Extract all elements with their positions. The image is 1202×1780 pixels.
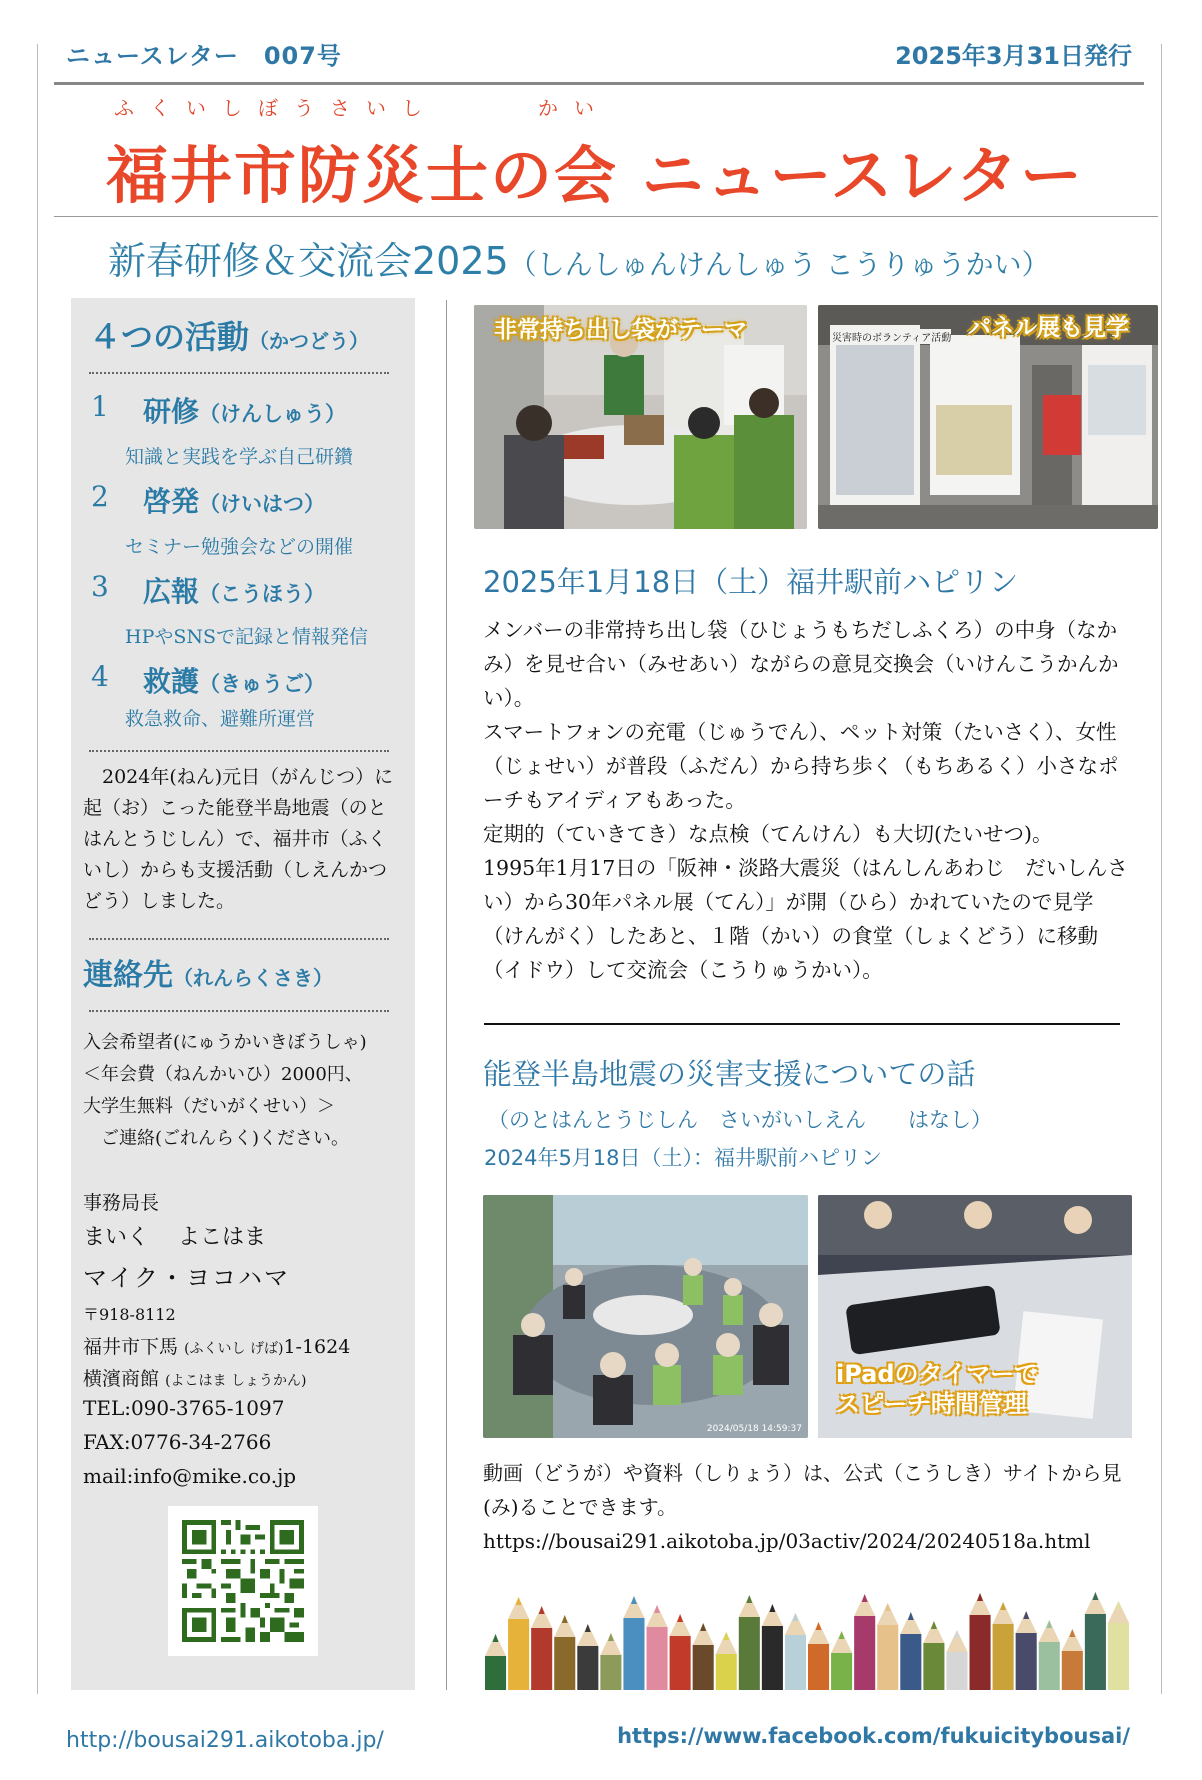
pencil-icon [877, 1603, 898, 1690]
address-number: 1-1624 [283, 1336, 351, 1358]
title-rule [54, 216, 1158, 217]
activity-description: セミナー勉強会などの開催 [125, 536, 354, 558]
fax-number: FAX:0776-34-2766 [83, 1430, 272, 1454]
contact-title [83, 950, 333, 994]
facebook-link[interactable]: https://www.facebook.com/fukuicitybousai/ [617, 1724, 1130, 1748]
join-line: ＜年会費（ねんかいひ）2000円、 [83, 1064, 363, 1085]
photo-caption-line: iPadのタイマーで [836, 1360, 1039, 1388]
newsletter-title: 福井市防災士の会 ニュースレター [106, 139, 1085, 212]
contact-title-text: 連絡先 [83, 958, 173, 993]
activity-description: 救急救命、避難所運営 [125, 708, 316, 730]
pencil-icon [854, 1594, 875, 1690]
activity-name-reading: （けんしゅう） [199, 401, 347, 426]
postal-code: 〒918-8112 [83, 1305, 176, 1324]
pencil-icon [1039, 1620, 1060, 1690]
website-link[interactable]: http://bousai291.aikotoba.jp/ [66, 1728, 384, 1753]
photo-caption-line: スピーチ時間管理 [836, 1390, 1028, 1418]
pencil-icon [993, 1602, 1014, 1690]
section-heading-reading: （のとはんとうじしん さいがいしえん はなし） [488, 1108, 992, 1132]
pencil-icon [531, 1606, 552, 1690]
activity-name [143, 570, 325, 610]
photo-caption [836, 1359, 1038, 1419]
pencil-icon [739, 1595, 760, 1690]
photo-caption: 非常持ち出し袋がテーマ [494, 317, 747, 343]
pencil-icon [485, 1634, 506, 1690]
pencil-icon [1108, 1601, 1129, 1690]
pencil-icon [508, 1597, 529, 1690]
section-body: 動画（どうが）や資料（しりょう）は、公式（こうしき）サイトから見(み)ることできます。 https://bousai291.aikotoba.jp/03activ/2024/20240518a.html [483, 1461, 1122, 1553]
pencil-icon [647, 1605, 668, 1690]
activity-number: 1 [91, 390, 109, 423]
page-border-right [1161, 44, 1162, 1694]
dotted-divider [89, 1010, 389, 1012]
photo-meeting[interactable] [474, 305, 807, 529]
subtitle-reading: （しんしゅんけんしゅう こうりゅうかい） [508, 248, 1050, 281]
activity-name-text: 啓発 [143, 485, 200, 518]
sidebar [71, 298, 415, 1690]
pencil-icon [923, 1621, 944, 1690]
activity-name [143, 390, 346, 430]
pencil-icon [900, 1612, 921, 1690]
activity-description: 知識と実践を学ぶ自己研鑽 [125, 446, 354, 468]
pencil-icon [1016, 1611, 1037, 1690]
building-name: 横濱商館 [83, 1368, 160, 1390]
header-rule [54, 82, 1144, 85]
photo-panel-exhibit[interactable] [818, 305, 1158, 529]
photo-caption: パネル展も見学 [968, 315, 1129, 341]
pencil-icon [693, 1623, 714, 1690]
activity-name-text: 研修 [143, 395, 200, 428]
section-body: メンバーの非常持ち出し袋（ひじょうもちだしふくろ）の中身（なかみ）を見せ合い（みせあい）ながらの意見交換会（いけんこうかんかい）。 スマートフォンの充電（じゅうでん）、ペット対策（たいさく）、女性（じょせい）が普段（ふだん）から持ち歩く（もちあるく）小さなポーチもアイディアもあった。 定期的（ていきてき）な点検（てんけん）も大切(たいせつ)。 1995年1月17日の「阪神・淡路大震災（はんしんあわじ だいしんさい）から30年パネル展（てん）」が開（ひら）かれていたので見学（けんがく）したあと、１階（かい）の食堂（しょくどう）に移動（イドウ）して交流会（こうりゅうかい）。 [483, 618, 1128, 982]
event-date: 2024年5月18日（土）：福井駅前ハピリン [484, 1146, 883, 1170]
activity-name [143, 660, 325, 700]
join-line: 大学生無料（だいがくせい）＞ [83, 1096, 335, 1117]
page-border-left [37, 44, 38, 1694]
support-paragraph: 2024年(ねん)元日（がんじつ）に起（お）こった能登半島地震（のとはんとうじしん）で、福井市（ふくいし）からも支援活動（しえんかつどう）しました。 [83, 766, 394, 912]
activity-number: 3 [91, 570, 109, 603]
activities-title-reading: （かつどう） [249, 329, 370, 353]
newsletter-subtitle [108, 230, 1050, 285]
pencil-icon [1085, 1592, 1106, 1690]
pencil-icon [623, 1596, 644, 1690]
dotted-divider [89, 372, 389, 374]
pencil-icon [670, 1614, 691, 1690]
join-line: 入会希望者(にゅうかいきぼうしゃ) [83, 1032, 367, 1053]
building-reading: (よこはま しょうかん) [165, 1373, 307, 1389]
title-ruby-1: ふくいしぼうさいし [114, 96, 438, 120]
phone-number: TEL:090-3765-1097 [83, 1396, 285, 1420]
colored-pencils-illustration [484, 1578, 1130, 1690]
section-divider [484, 1023, 1120, 1025]
title-ruby-2: かい [538, 96, 610, 120]
activity-name-text: 広報 [143, 575, 200, 608]
activity-description: HPやSNSで記録と情報発信 [125, 626, 369, 648]
subtitle-text: 新春研修＆交流会2025 [108, 239, 509, 283]
discussion-circle-image [483, 1195, 808, 1438]
pencil-icon [716, 1632, 737, 1690]
qr-code-icon [182, 1520, 304, 1642]
pencil-icon [1062, 1629, 1083, 1690]
email-address[interactable]: mail:info@mike.co.jp [83, 1464, 297, 1488]
activity-name-reading: （こうほう） [199, 581, 326, 606]
qr-code[interactable] [168, 1506, 318, 1656]
photo-timestamp: 2024/05/18 14:59:37 [706, 1424, 802, 1434]
pencil-icon [554, 1615, 575, 1690]
pencil-icon [785, 1613, 806, 1690]
section-heading: 能登半島地震の災害支援についての話 [483, 1057, 976, 1091]
activity-name-reading: （けいはつ） [199, 491, 326, 516]
address-city-reading: (ふくいし げば) [184, 1341, 284, 1357]
pencil-icon [577, 1624, 598, 1690]
photo-ipad-timer[interactable] [818, 1195, 1132, 1438]
section-heading: 2025年1月18日（土）福井駅前ハピリン [483, 565, 1019, 599]
pencil-icon [946, 1630, 967, 1690]
address-line [83, 1332, 350, 1359]
address-city: 福井市下馬 [83, 1336, 179, 1358]
issue-date: 2025年3月31日発行 [895, 42, 1132, 70]
pencil-icon [970, 1593, 991, 1690]
activity-number: 4 [91, 660, 109, 693]
pencil-icon [831, 1631, 852, 1690]
activity-name-reading: （きゅうご） [199, 671, 326, 696]
photo-discussion-circle[interactable] [483, 1195, 808, 1438]
poster-heading: 災害時のボランティア活動 [832, 329, 951, 344]
pencil-icon [600, 1633, 621, 1690]
pencil-icon [808, 1622, 829, 1690]
activities-title [89, 312, 369, 358]
name-reading: まいく よこはま [83, 1225, 266, 1250]
activity-name-text: 救護 [143, 665, 200, 698]
dotted-divider [89, 938, 389, 940]
address-line [83, 1364, 306, 1391]
join-line: ご連絡(ごれんらく)ください。 [83, 1128, 350, 1149]
activity-number: 2 [91, 480, 109, 513]
issue-number: ニュースレター 007号 [66, 42, 342, 70]
contact-title-reading: （れんらくさき） [173, 966, 333, 990]
activities-title-text: ４つの活動 [89, 318, 250, 356]
pencil-icon [762, 1604, 783, 1690]
column-divider [446, 300, 447, 1690]
activity-name [143, 480, 325, 520]
office-role: 事務局長 [83, 1192, 160, 1214]
dotted-divider [89, 750, 389, 752]
contact-name: マイク・ヨコハマ [83, 1264, 291, 1292]
